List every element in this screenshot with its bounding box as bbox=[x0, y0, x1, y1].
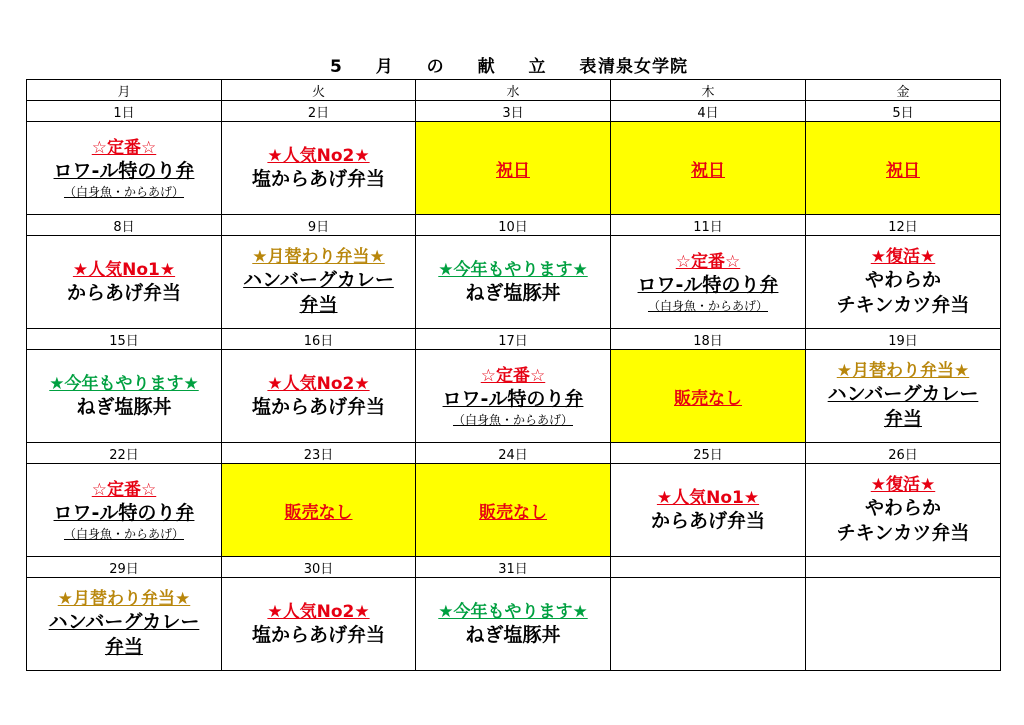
date-cell: 12日 bbox=[806, 215, 1001, 236]
menu-item-detail: （白身魚・からあげ） bbox=[63, 526, 184, 541]
date-cell bbox=[806, 557, 1001, 578]
menu-item-name: 弁当 bbox=[883, 408, 922, 430]
menu-cell bbox=[416, 578, 611, 671]
menu-item-name: 塩からあげ弁当 bbox=[251, 167, 385, 190]
menu-item-name: ねぎ塩豚丼 bbox=[465, 281, 561, 304]
no-sale-label: 祝日 bbox=[886, 160, 920, 181]
menu-item-name: ロワ-ル特のり弁 bbox=[53, 501, 195, 524]
weekday-wed: 水 bbox=[416, 80, 611, 101]
date-cell: 31日 bbox=[416, 557, 611, 578]
menu-cell bbox=[416, 236, 611, 329]
date-cell: 2日 bbox=[222, 101, 416, 122]
menu-item-name: 弁当 bbox=[104, 636, 143, 658]
menu-item-name: ロワ-ル特のり弁 bbox=[53, 159, 195, 182]
weekday-mon: 月 bbox=[27, 80, 222, 101]
date-cell: 4日 bbox=[611, 101, 806, 122]
page-title bbox=[0, 52, 1024, 78]
date-cell: 16日 bbox=[222, 329, 416, 350]
menu-tag: ★復活★ bbox=[870, 475, 936, 495]
menu-cell bbox=[806, 350, 1001, 443]
menu-row bbox=[27, 236, 1001, 329]
date-cell: 10日 bbox=[416, 215, 611, 236]
menu-cell bbox=[611, 464, 806, 557]
date-cell: 15日 bbox=[27, 329, 222, 350]
weekday-thu: 木 bbox=[611, 80, 806, 101]
menu-item-name: ねぎ塩豚丼 bbox=[76, 395, 172, 418]
menu-item-name: からあげ弁当 bbox=[66, 281, 181, 304]
date-cell: 11日 bbox=[611, 215, 806, 236]
date-cell: 23日 bbox=[222, 443, 416, 464]
menu-tag: ★今年もやります★ bbox=[438, 601, 588, 622]
menu-tag: ★今年もやります★ bbox=[438, 259, 588, 280]
menu-tag: ★人気No2★ bbox=[267, 373, 370, 394]
menu-item-name: からあげ弁当 bbox=[650, 509, 765, 532]
menu-tag: ☆定番☆ bbox=[91, 137, 157, 158]
date-cell: 19日 bbox=[806, 329, 1001, 350]
date-cell: 1日 bbox=[27, 101, 222, 122]
date-cell: 18日 bbox=[611, 329, 806, 350]
menu-cell bbox=[27, 236, 222, 329]
menu-cell bbox=[611, 236, 806, 329]
date-cell: 3日 bbox=[416, 101, 611, 122]
date-cell: 26日 bbox=[806, 443, 1001, 464]
menu-tag: ★月替わり弁当★ bbox=[252, 247, 385, 267]
menu-item-name: 塩からあげ弁当 bbox=[251, 395, 385, 418]
date-cell: 9日 bbox=[222, 215, 416, 236]
menu-item-detail: （白身魚・からあげ） bbox=[63, 184, 184, 199]
date-cell: 8日 bbox=[27, 215, 222, 236]
date-row bbox=[27, 101, 1001, 122]
menu-tag: ★今年もやります★ bbox=[49, 373, 199, 394]
menu-row bbox=[27, 464, 1001, 557]
menu-cell bbox=[611, 350, 806, 443]
menu-tag: ★人気No2★ bbox=[267, 145, 370, 166]
menu-cell bbox=[222, 236, 416, 329]
menu-cell bbox=[806, 122, 1001, 215]
date-row bbox=[27, 557, 1001, 578]
menu-cell bbox=[222, 464, 416, 557]
no-sale-label: 販売なし bbox=[674, 388, 742, 409]
weekday-fri: 金 bbox=[806, 80, 1001, 101]
menu-cell bbox=[27, 350, 222, 443]
menu-row bbox=[27, 350, 1001, 443]
menu-row bbox=[27, 122, 1001, 215]
menu-tag: ★人気No2★ bbox=[267, 601, 370, 622]
menu-tag: ☆定番☆ bbox=[480, 365, 546, 386]
menu-item-name: ハンバーグカレー bbox=[827, 383, 979, 405]
menu-cell bbox=[806, 236, 1001, 329]
school-name: 清泉女学院 bbox=[598, 57, 688, 77]
menu-cell bbox=[611, 578, 806, 671]
menu-item-name: チキンカツ弁当 bbox=[836, 294, 970, 316]
no-sale-label: 祝日 bbox=[496, 160, 530, 181]
menu-title: 5 月 の 献 立 表 bbox=[330, 57, 611, 77]
menu-cell bbox=[416, 464, 611, 557]
date-cell: 24日 bbox=[416, 443, 611, 464]
menu-cell bbox=[222, 122, 416, 215]
date-cell: 5日 bbox=[806, 101, 1001, 122]
menu-tag: ★人気No1★ bbox=[72, 259, 176, 280]
menu-item-name: やわらか bbox=[864, 269, 941, 291]
menu-cell bbox=[27, 578, 222, 671]
date-cell: 25日 bbox=[611, 443, 806, 464]
menu-cell bbox=[611, 122, 806, 215]
menu-item-name: ハンバーグカレー bbox=[243, 269, 394, 291]
menu-row bbox=[27, 578, 1001, 671]
date-row bbox=[27, 443, 1001, 464]
menu-item-name: 塩からあげ弁当 bbox=[251, 623, 385, 646]
date-cell: 17日 bbox=[416, 329, 611, 350]
menu-cell bbox=[806, 578, 1001, 671]
menu-item-name: ロワ-ル特のり弁 bbox=[442, 387, 584, 410]
date-cell: 22日 bbox=[27, 443, 222, 464]
date-cell: 30日 bbox=[222, 557, 416, 578]
no-sale-label: 祝日 bbox=[691, 160, 725, 181]
menu-cell bbox=[27, 122, 222, 215]
menu-cell bbox=[416, 122, 611, 215]
menu-calendar bbox=[26, 79, 1001, 671]
menu-item-detail: （白身魚・からあげ） bbox=[647, 298, 768, 313]
menu-item-name: ロワ-ル特のり弁 bbox=[637, 273, 779, 296]
menu-item-detail: （白身魚・からあげ） bbox=[452, 412, 573, 427]
date-row bbox=[27, 215, 1001, 236]
date-cell bbox=[611, 557, 806, 578]
menu-tag: ☆定番☆ bbox=[675, 251, 741, 272]
menu-tag: ☆定番☆ bbox=[91, 479, 157, 500]
menu-cell bbox=[416, 350, 611, 443]
no-sale-label: 販売なし bbox=[284, 502, 353, 523]
weekday-header-row bbox=[27, 80, 1001, 101]
weekday-tue: 火 bbox=[222, 80, 416, 101]
menu-tag: ★人気No1★ bbox=[656, 487, 760, 508]
no-sale-label: 販売なし bbox=[479, 502, 547, 523]
menu-cell bbox=[27, 464, 222, 557]
menu-tag: ★月替わり弁当★ bbox=[836, 361, 970, 381]
menu-item-name: チキンカツ弁当 bbox=[836, 522, 970, 544]
menu-item-name: ハンバーグカレー bbox=[48, 611, 200, 633]
menu-item-name: 弁当 bbox=[299, 294, 338, 316]
menu-item-name: ねぎ塩豚丼 bbox=[465, 623, 561, 646]
menu-cell bbox=[222, 578, 416, 671]
menu-cell bbox=[222, 350, 416, 443]
date-cell: 29日 bbox=[27, 557, 222, 578]
date-row bbox=[27, 329, 1001, 350]
menu-tag: ★復活★ bbox=[870, 247, 936, 267]
menu-item-name: やわらか bbox=[864, 497, 941, 519]
menu-tag: ★月替わり弁当★ bbox=[57, 589, 191, 609]
menu-cell bbox=[806, 464, 1001, 557]
